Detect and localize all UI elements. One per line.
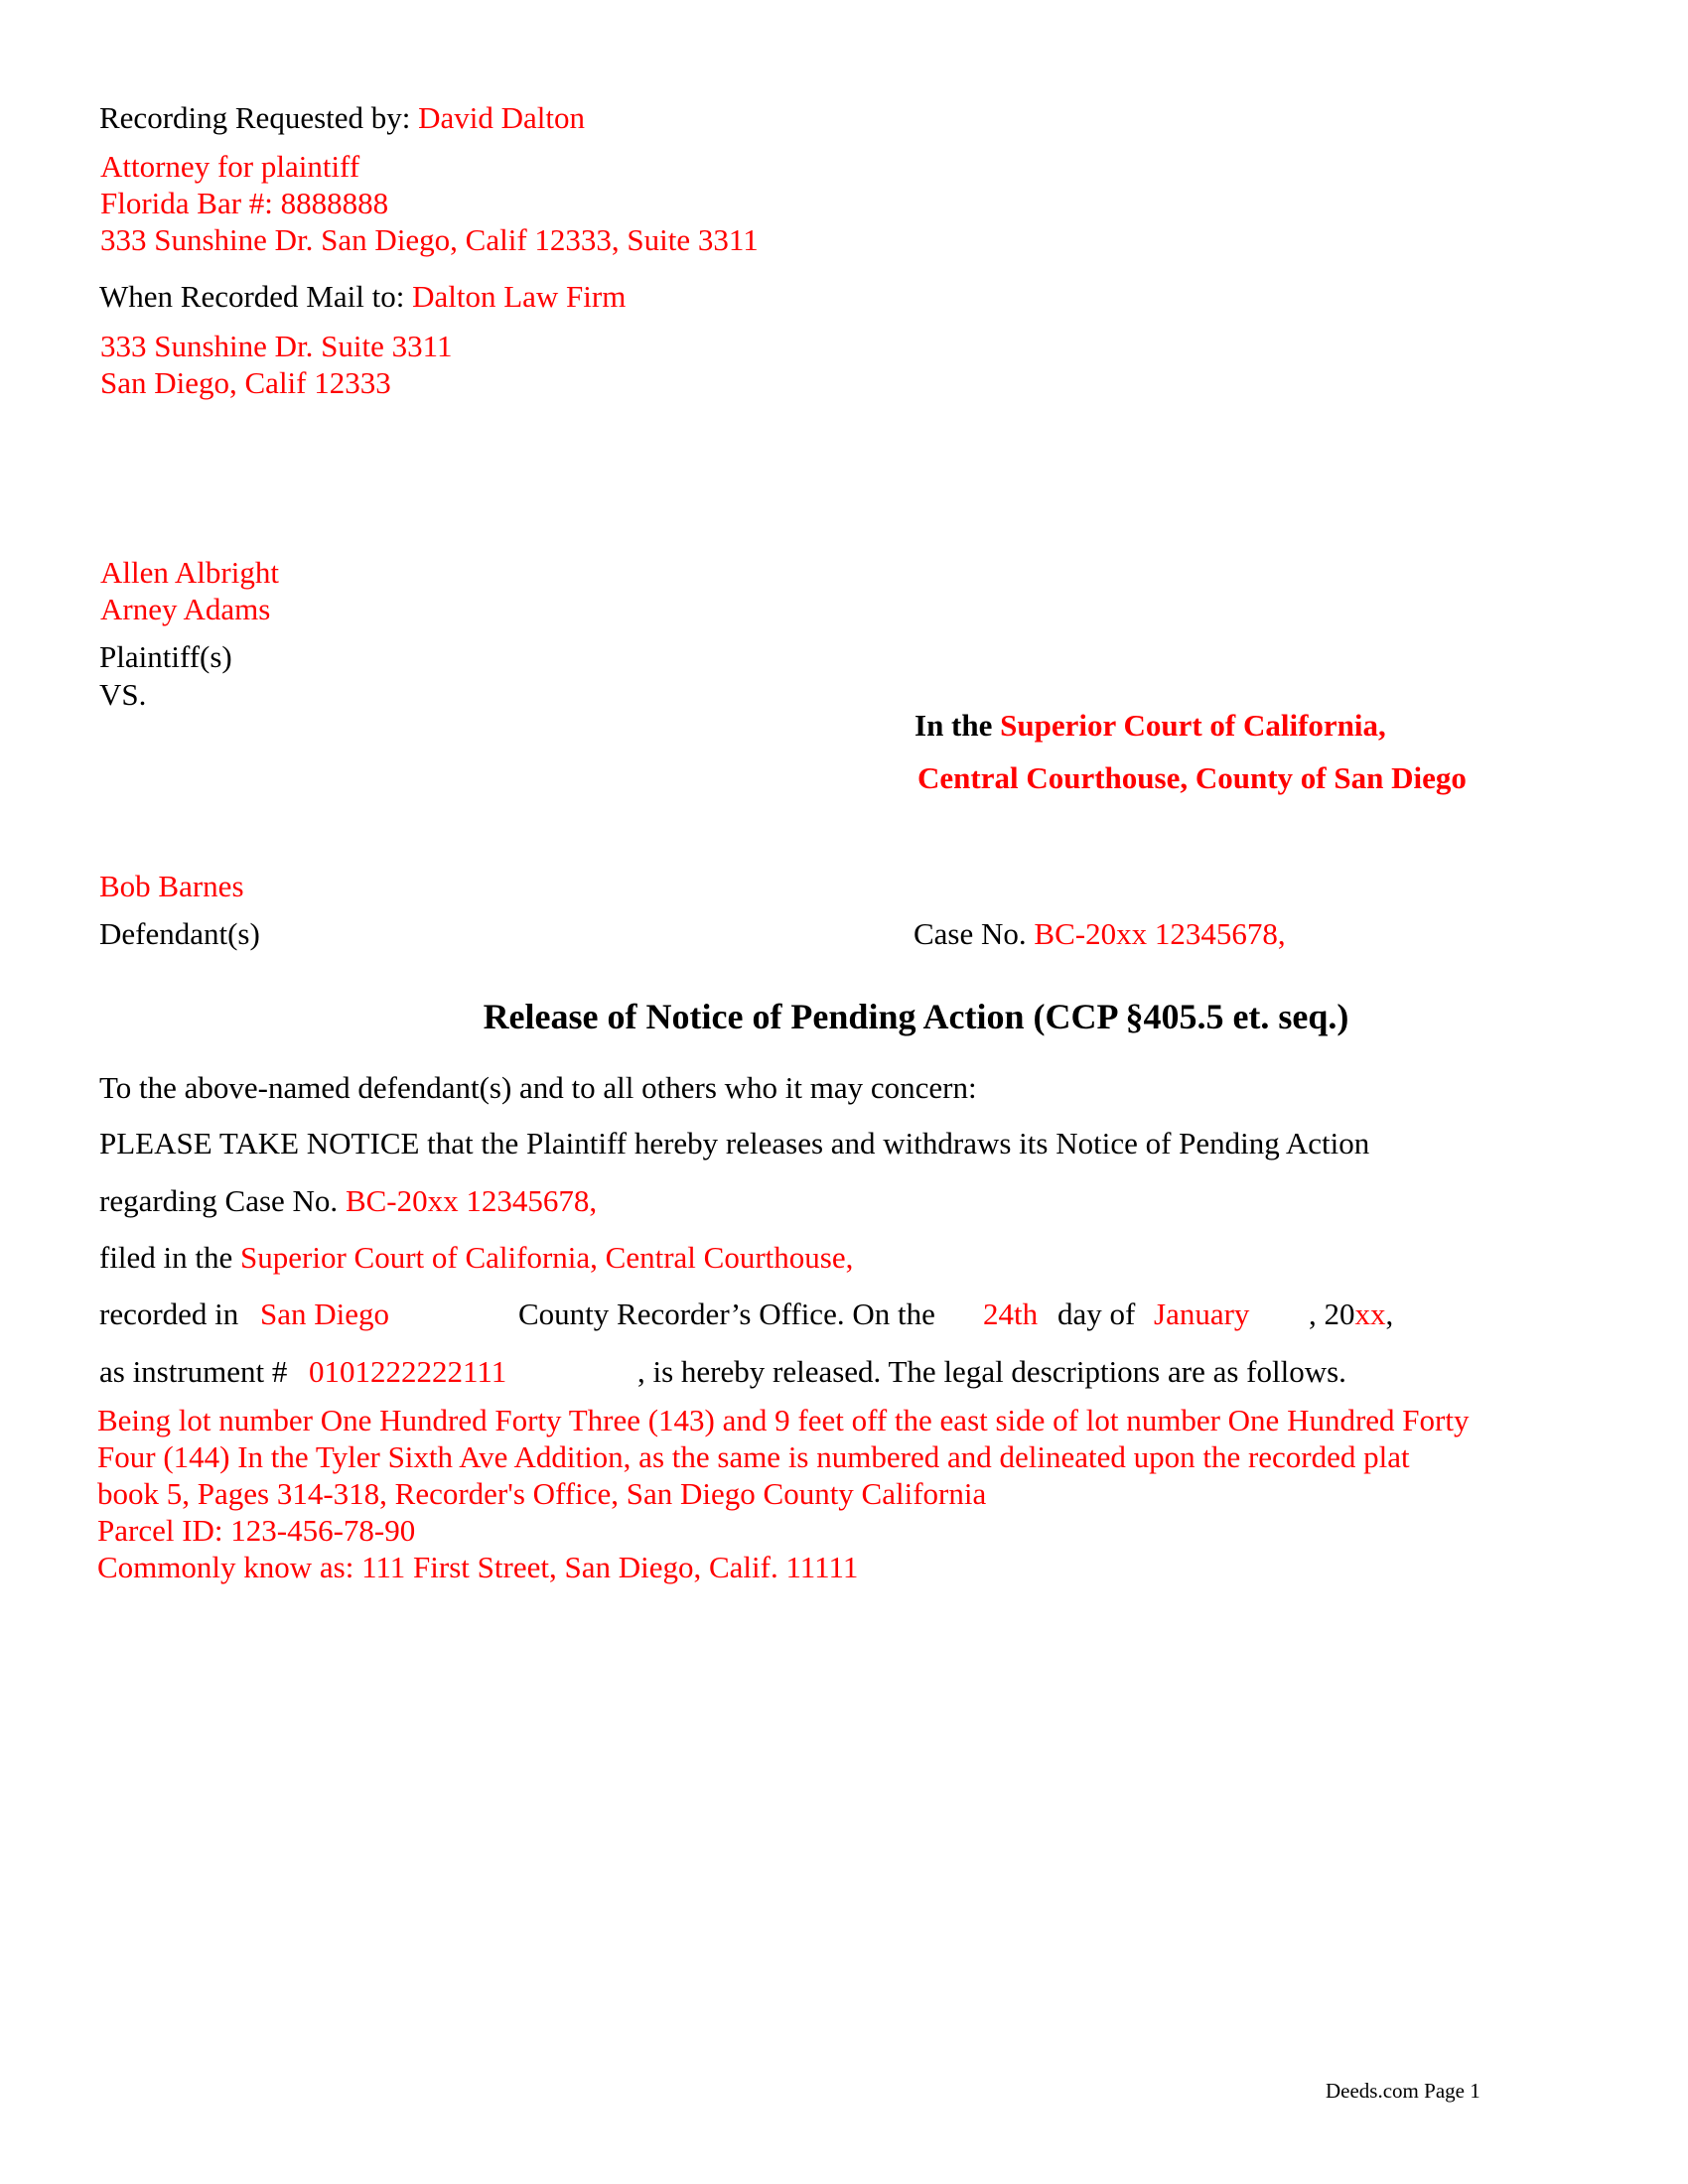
released-text: , is hereby released. The legal descriptions are as follows. (637, 1354, 1346, 1389)
plaintiff-vs-block (99, 638, 232, 714)
mail-address-line: San Diego, Calif 12333 (100, 365, 391, 400)
court-prefix: In the (914, 708, 993, 743)
notice-text: PLEASE TAKE NOTICE that the Plaintiff hereby releases and withdraws its Notice of Pending Action (99, 1126, 1370, 1160)
court-line-1 (914, 707, 1386, 744)
case-number-line (914, 915, 1286, 952)
mail-address-block (100, 328, 453, 401)
year-value: xx (1354, 1297, 1386, 1331)
attorney-line: 333 Sunshine Dr. San Diego, Calif 12333, Suite 3311 (100, 222, 759, 257)
recorded-month: January (1154, 1297, 1250, 1331)
case-number-label: Case No. (914, 916, 1027, 951)
vs-label: VS. (99, 677, 147, 712)
legal-description-line: Commonly know as: 111 First Street, San Diego, Calif. 11111 (97, 1550, 859, 1584)
plaintiff-names (100, 554, 279, 627)
instrument-number: 0101222222111 (309, 1354, 507, 1389)
year-suffix: , (1385, 1297, 1394, 1331)
plaintiff-label: Plaintiff(s) (99, 639, 232, 674)
filed-label: filed in the (99, 1240, 233, 1275)
plaintiff-name: Allen Albright (100, 555, 279, 590)
year-prefix: , 20 (1309, 1297, 1355, 1331)
filed-line (99, 1239, 853, 1276)
legal-description-line: Four (144) In the Tyler Sixth Ave Addition, as the same is numbered and delineated upon the recorded plat (97, 1439, 1410, 1474)
case-number-value: BC-20xx 12345678, (1034, 916, 1286, 951)
regarding-label: regarding Case No. (99, 1183, 339, 1218)
recorder-office-text: County Recorder’s Office. On the (518, 1297, 935, 1331)
plaintiff-name: Arney Adams (100, 592, 271, 626)
recording-requested-line (99, 99, 585, 136)
document-title: Release of Notice of Pending Action (CCP §405.5 et. seq.) (483, 997, 1349, 1036)
recorded-county: San Diego (260, 1297, 390, 1331)
defendant-name: Bob Barnes (99, 869, 244, 903)
regarding-case-number: BC-20xx 12345678, (345, 1183, 598, 1218)
recording-requested-name: David Dalton (418, 100, 586, 135)
legal-description-line: book 5, Pages 314-318, Recorder's Office, San Diego County California (97, 1476, 987, 1511)
legal-description-line: Being lot number One Hundred Forty Three (143) and 9 feet off the east side of lot number One Hundred Forty (97, 1403, 1470, 1437)
regarding-line (99, 1182, 597, 1219)
instrument-label: as instrument # (99, 1354, 288, 1389)
mail-to-label: When Recorded Mail to: (99, 279, 405, 314)
recorded-day: 24th (983, 1297, 1039, 1331)
legal-description (97, 1402, 1469, 1585)
recording-requested-label: Recording Requested by: (99, 100, 411, 135)
mail-address-line: 333 Sunshine Dr. Suite 3311 (100, 329, 453, 363)
filed-court: Superior Court of California, Central Courthouse, (240, 1240, 854, 1275)
legal-description-line: Parcel ID: 123-456-78-90 (97, 1513, 416, 1548)
defendant-label: Defendant(s) (99, 916, 260, 951)
recorded-year (1309, 1296, 1393, 1332)
attorney-line: Attorney for plaintiff (100, 149, 360, 184)
mail-to-name: Dalton Law Firm (412, 279, 627, 314)
day-of-label: day of (1057, 1297, 1136, 1331)
court-line-2: Central Courthouse, County of San Diego (917, 760, 1467, 795)
mail-to-line (99, 278, 626, 315)
attorney-line: Florida Bar #: 8888888 (100, 186, 389, 220)
page-footer: Deeds.com Page 1 (1326, 2079, 1480, 2103)
court-name: Superior Court of California, (1000, 708, 1386, 743)
attorney-block (100, 148, 759, 258)
salutation: To the above-named defendant(s) and to all others who it may concern: (99, 1070, 977, 1105)
recorded-label: recorded in (99, 1297, 239, 1331)
